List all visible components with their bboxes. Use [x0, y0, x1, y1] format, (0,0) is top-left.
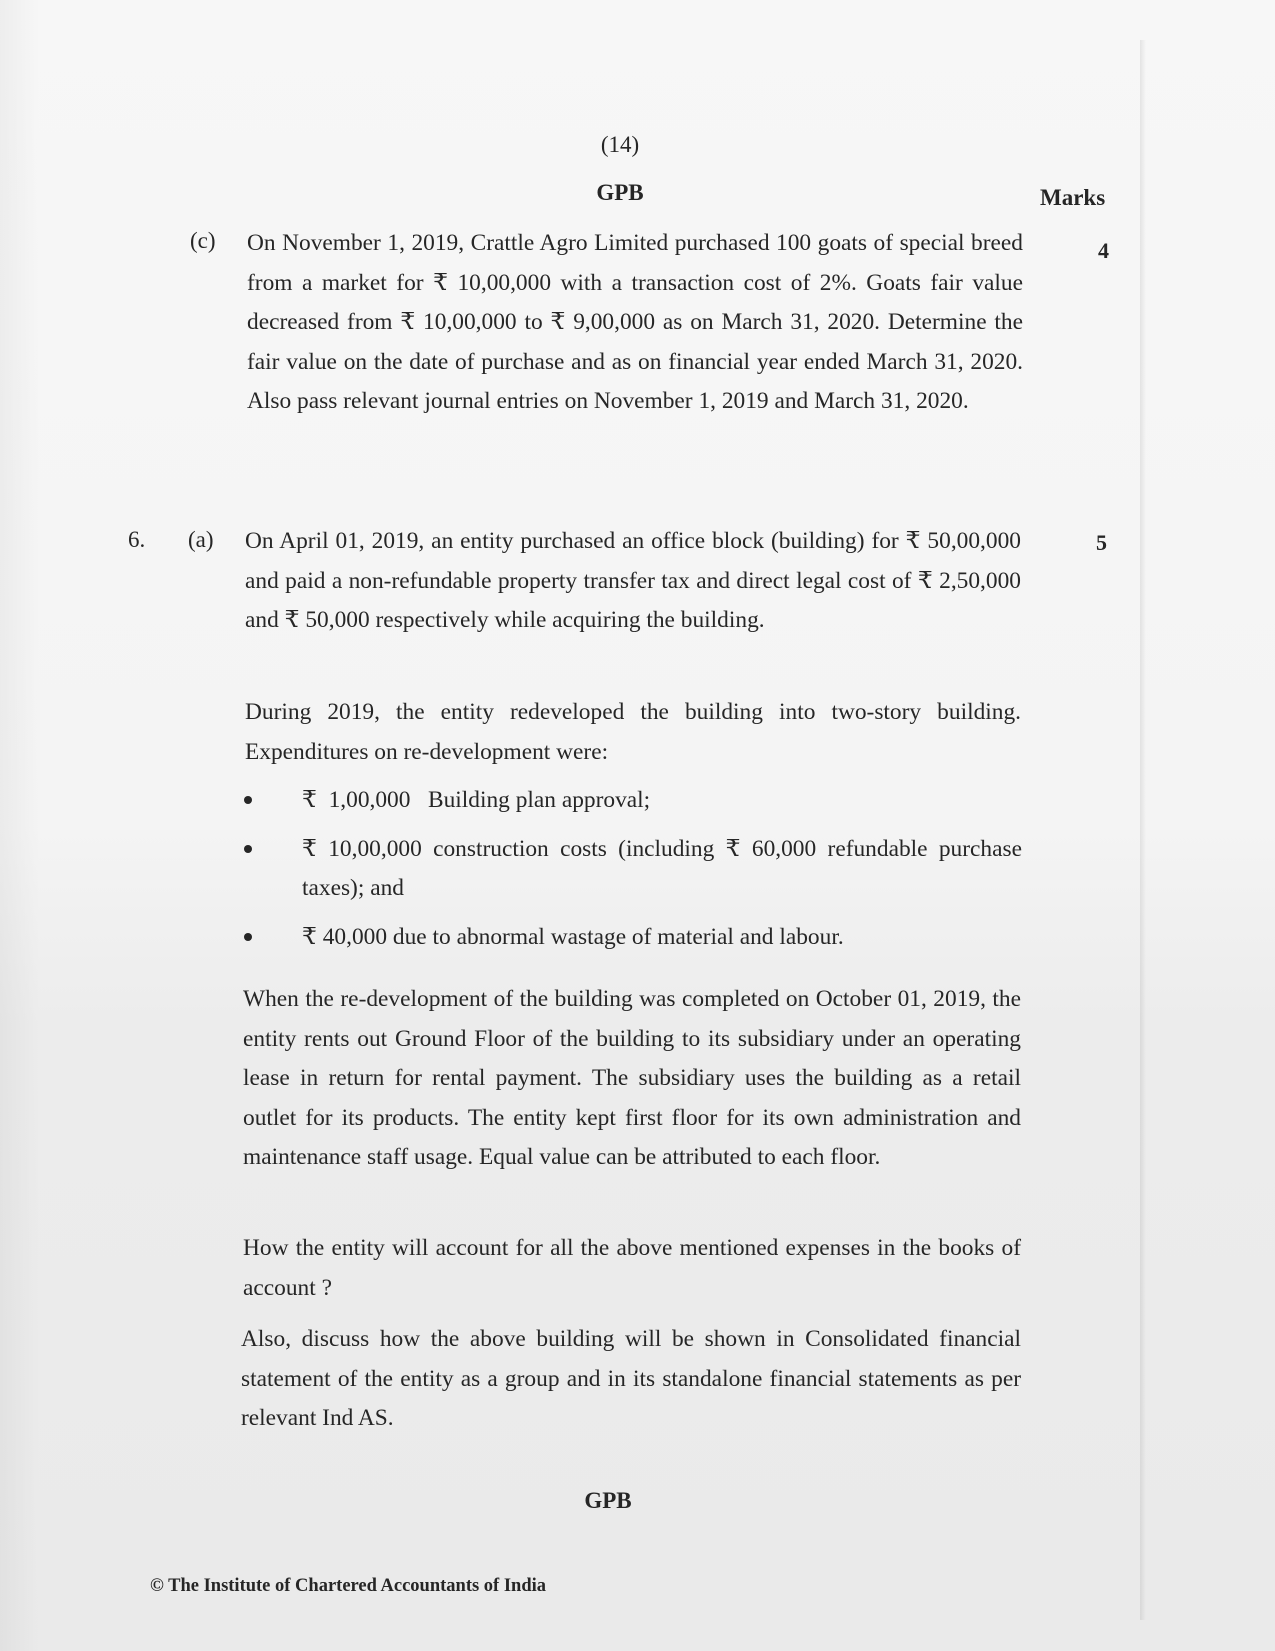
question-6a-paragraph-5: Also, discuss how the above building will be shown in Consolidated financial statement of the entity as a group and in its standalone financial statements as per relevant Ind AS. [241, 1326, 1021, 1431]
expenditure-item-text: ₹ 10,00,000 construction costs (including ₹ 60,000 refundable purchase taxes); and [302, 835, 1022, 901]
marks-column-header: Marks [1040, 185, 1106, 210]
scan-shadow-right [1140, 40, 1146, 1620]
bullet-icon [244, 933, 252, 941]
question-6a-paragraph-4: How the entity will account for all the above mentioned expenses in the books of account ? [243, 1235, 1021, 1301]
copyright-notice: © The Institute of Chartered Accountants of India [150, 1576, 547, 1596]
expenditure-item-text: ₹ 40,000 due to abnormal wastage of material and labour. [302, 923, 844, 950]
expenditure-list [240, 781, 1022, 966]
question-6a-marks: 5 [1096, 530, 1107, 555]
paper-code-footer: GPB [584, 1488, 632, 1513]
question-5c-text: On November 1, 2019, Crattle Agro Limited purchased 100 goats of special breed from a market for ₹ 10,00,000 with a transaction cost of 2%. Goats fair value decreased from ₹ 10,00,000 to ₹ 9,00,000 as on March 31, 2020. Determine the fair value on the date of purchase and as on financial year ended March 31, 2020. Also pass relevant journal entries on November 1, 2019 and March 31, 2020. [247, 230, 1023, 414]
paper-code-header: GPB [596, 180, 644, 205]
question-6a-paragraph-1: On April 01, 2019, an entity purchased an office block (building) for ₹ 50,00,000 and paid a non-refundable property transfer tax and direct legal cost of ₹ 2,50,000 and ₹ 50,000 respectively while acquiring the building. [245, 528, 1021, 633]
question-6-number: 6. [128, 527, 146, 552]
list-item [240, 830, 1022, 909]
bullet-icon [244, 845, 252, 853]
question-6a-paragraph-2: During 2019, the entity redeveloped the building into two-story building. Expenditures on re-development were: [245, 699, 1021, 765]
question-6a-label: (a) [188, 527, 214, 552]
scan-shadow-left [0, 0, 40, 1651]
question-5c-marks: 4 [1098, 238, 1109, 263]
question-5c-label: (c) [190, 228, 216, 253]
page-number: (14) [600, 132, 640, 157]
list-item [240, 918, 1022, 958]
bullet-icon [244, 796, 252, 804]
list-item [240, 781, 1022, 821]
expenditure-item-text: ₹ 1,00,000 Building plan approval; [302, 787, 651, 813]
question-6a-paragraph-3: When the re-development of the building was completed on October 01, 2019, the entity rents out Ground Floor of the building to its subsidiary under an operating lease in return for rental payment. The subsidiary uses the building as a retail outlet for its products. The entity kept first floor for its own administration and maintenance staff usage. Equal value can be attributed to each floor. [243, 986, 1021, 1170]
